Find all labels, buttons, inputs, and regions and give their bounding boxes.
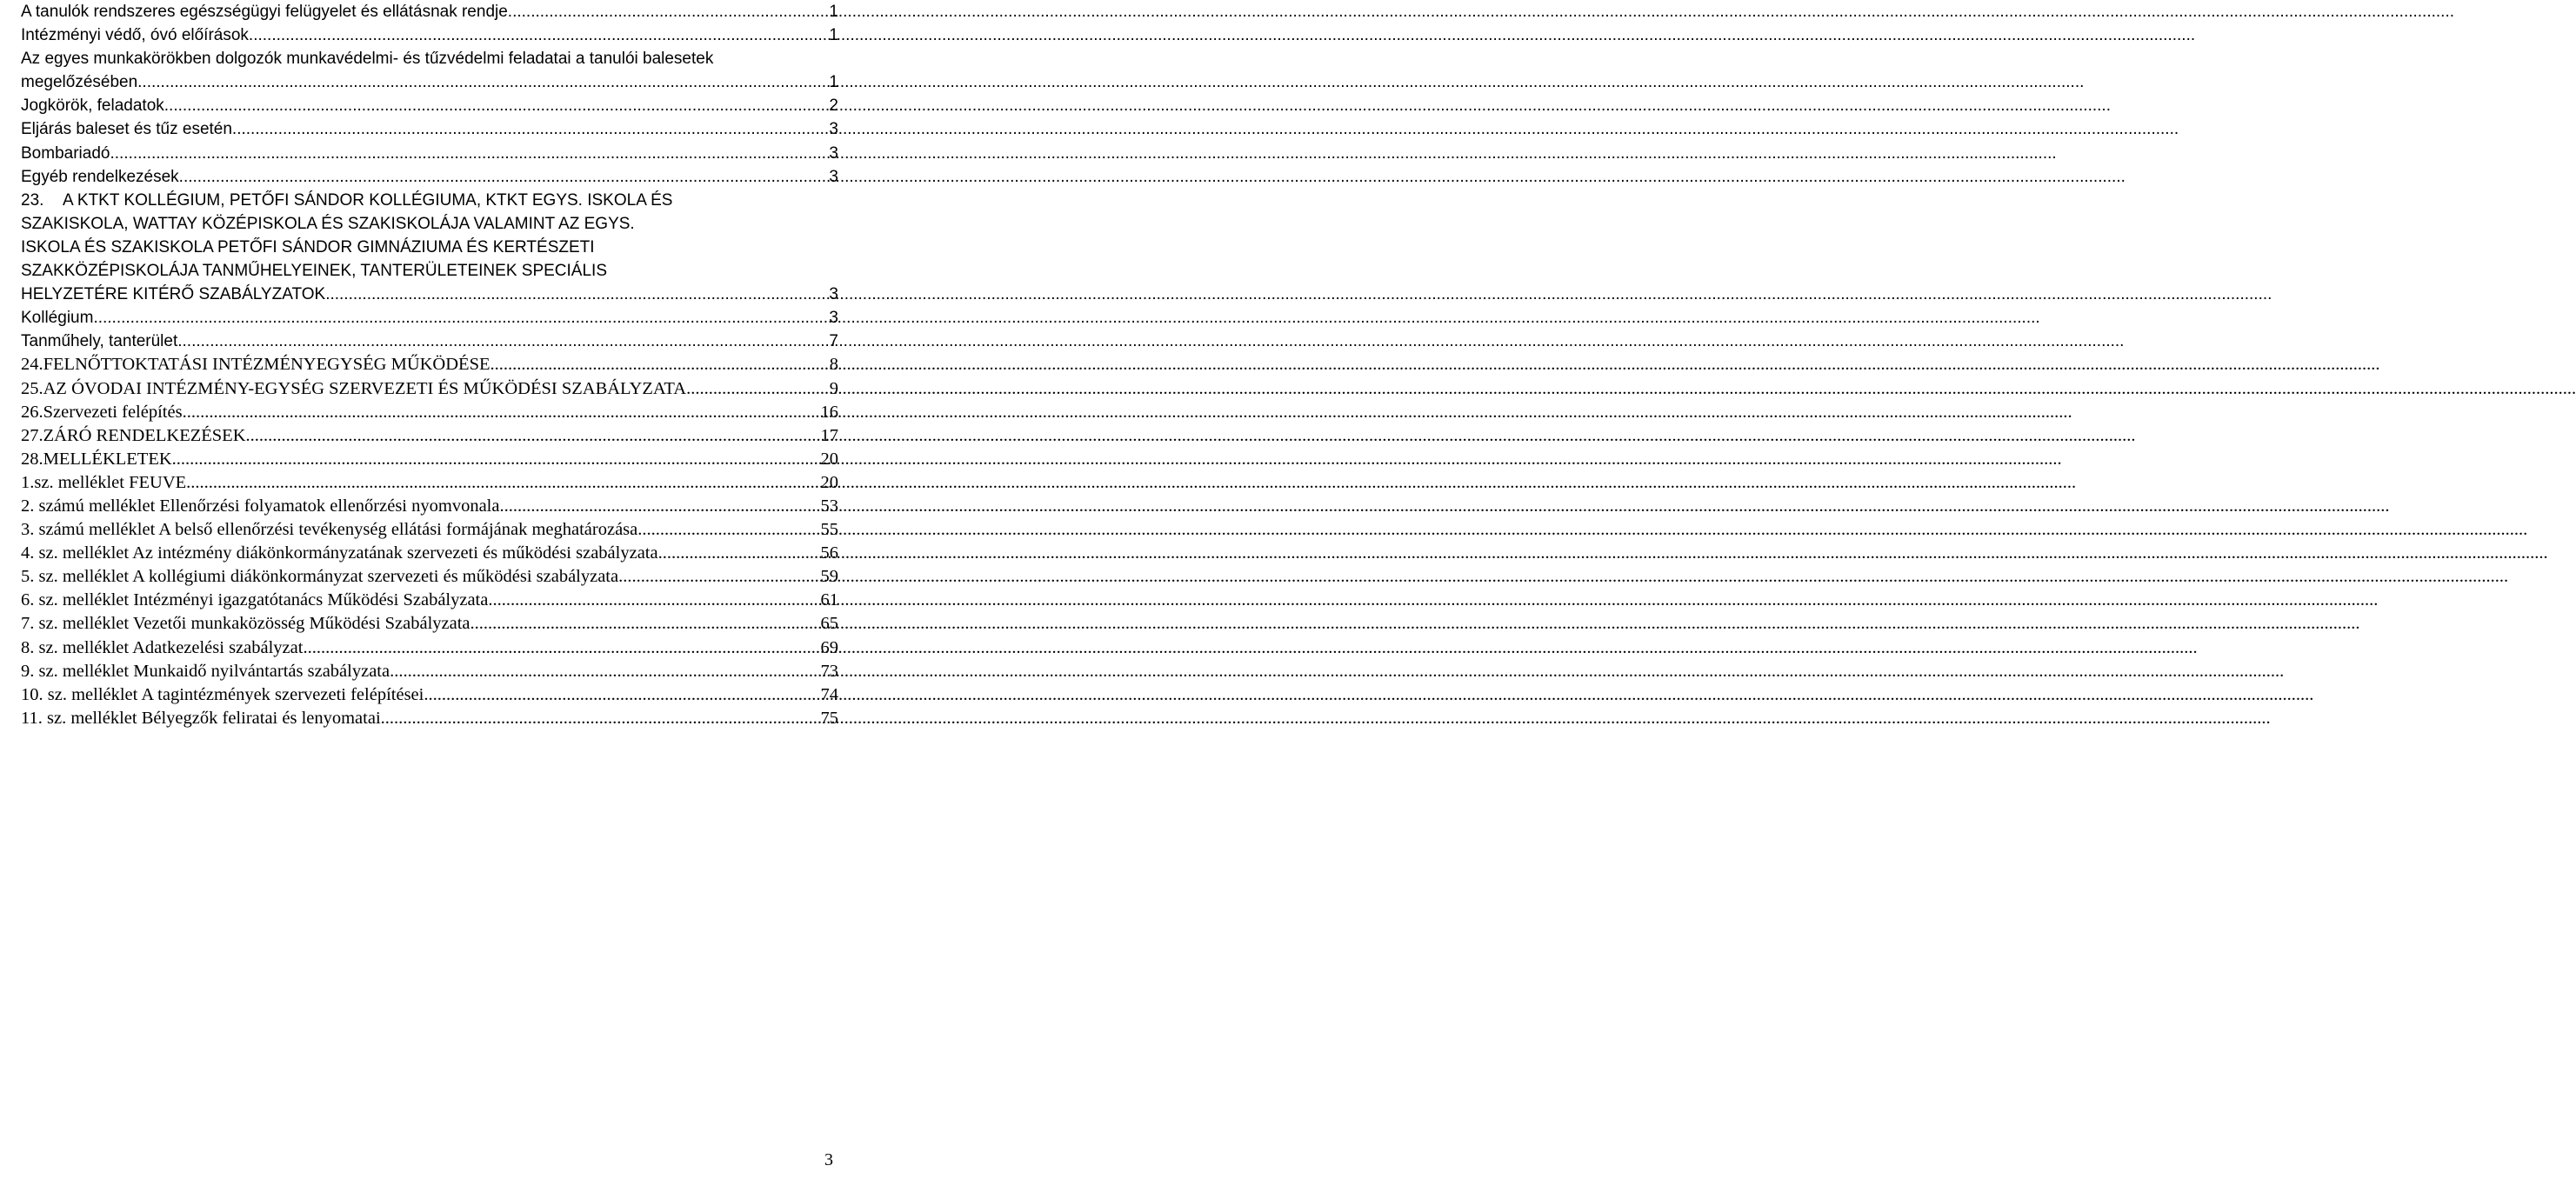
toc-entry-line: [21, 589, 838, 612]
toc-entry-title: Szervezeti felépítés: [43, 402, 183, 422]
dot-leader: [232, 117, 827, 141]
toc-entry-page: 3: [829, 285, 838, 304]
toc-entry-number: 28.: [21, 449, 43, 469]
toc-entry-title: Intézményi védő, óvó előírások: [21, 26, 249, 45]
toc-entry-title: SZAKKÖZÉPISKOLÁJA TANMŰHELYEINEK, TANTERÜLETEINEK SPECIÁLIS: [21, 262, 607, 281]
toc-entry-title: 11. sz. melléklet Bélyegzők feliratai és lenyomatai: [21, 708, 381, 728]
toc-entry-line: [21, 23, 838, 47]
toc-entry-number: 26.: [21, 402, 43, 422]
toc-entry[interactable]: [21, 330, 838, 353]
document-page: [0, 0, 838, 1179]
toc-entry-page: 1: [829, 26, 838, 45]
toc-entry[interactable]: [21, 565, 838, 589]
toc-entry-title: AZ ÓVODAI INTÉZMÉNY-EGYSÉG SZERVEZETI ÉS MŰKÖDÉSI SZABÁLYZATA: [43, 378, 687, 398]
toc-entry[interactable]: [21, 23, 838, 47]
toc-entry-title: Jogkörök, feladatok: [21, 97, 164, 116]
dot-leader: [164, 94, 827, 117]
toc-entry-title: A KTKT KOLLÉGIUM, PETŐFI SÁNDOR KOLLÉGIUMA, KTKT EGYS. ISKOLA ÉS: [63, 190, 673, 210]
toc-entry-page: 3: [829, 309, 838, 328]
toc-entry-line: [21, 165, 838, 189]
toc-entry-line: [21, 212, 838, 236]
dot-leader: [183, 401, 818, 424]
toc-entry-page: 69: [820, 637, 838, 657]
toc-entry-title: 7. sz. melléklet Vezetői munkaközösség Működési Szabályzata: [21, 614, 470, 634]
toc-entry-line: [21, 401, 838, 424]
toc-entry-line: [21, 660, 838, 683]
dot-leader: [186, 471, 818, 495]
toc-entry[interactable]: [21, 612, 838, 636]
toc-entry-page: 2: [829, 97, 838, 116]
toc-entry-page: 9: [829, 378, 838, 398]
toc-entry-page: 74: [820, 684, 838, 704]
toc-entry-line: [21, 448, 838, 471]
toc-entry[interactable]: [21, 542, 838, 565]
toc-entry-title: A tanulók rendszeres egészségügyi felügyelet és ellátásnak rendje: [21, 3, 508, 21]
dot-leader: [381, 707, 818, 730]
toc-entry-page: 55: [820, 520, 838, 540]
toc-entry[interactable]: [21, 518, 838, 542]
toc-entry[interactable]: [21, 448, 838, 471]
dot-leader: [110, 142, 826, 165]
toc-entry-title: FELNŐTTOKTATÁSI INTÉZMÉNYEGYSÉG MŰKÖDÉSE: [43, 355, 491, 375]
toc-entry-line: [21, 542, 838, 565]
toc-entry-title: 6. sz. melléklet Intézményi igazgatótanács Működési Szabályzata: [21, 590, 489, 610]
toc-entry-number: 24.: [21, 355, 43, 375]
toc-entry-title: Tanműhely, tanterület: [21, 332, 178, 351]
toc-entry-title: 3. számú melléklet A belső ellenőrzési tevékenység ellátási formájának meghatározása: [21, 520, 638, 540]
toc-entry-line: [21, 117, 838, 141]
toc-entry-page: 3: [829, 143, 838, 163]
dot-leader: [325, 283, 826, 306]
toc-entry[interactable]: [21, 306, 838, 330]
toc-entry-page: 73: [820, 661, 838, 681]
toc-entry-title: 2. számú melléklet Ellenőrzési folyamatok ellenőrzési nyomvonala: [21, 496, 500, 516]
toc-entry-title: 9. sz. melléklet Munkaidő nyilvántartás szabályzata.: [21, 661, 395, 681]
toc-entry-line: [21, 353, 838, 376]
toc-entry-page: 75: [820, 708, 838, 728]
dot-leader: [508, 0, 827, 23]
toc-entry-page: 20: [820, 472, 838, 492]
toc-entry-title: Egyéb rendelkezések: [21, 167, 179, 186]
toc-entry-line: [21, 306, 838, 330]
toc-entry-title: 5. sz. melléklet A kollégiumi diákönkormányzat szervezeti és működési szabályzata: [21, 567, 619, 587]
toc-entry[interactable]: [21, 495, 838, 518]
toc-entry-page: 17: [820, 425, 838, 445]
toc-entry-line: [21, 236, 838, 259]
toc-entry-title: Az egyes munkakörökben dolgozók munkavédelmi- és tűzvédelmi feladatai a tanulói balesetek: [21, 50, 714, 69]
toc-entry[interactable]: [21, 707, 838, 730]
table-of-contents: [21, 0, 838, 730]
dot-leader: [470, 612, 818, 636]
dot-leader: [249, 23, 827, 47]
toc-entry-number: 23.: [21, 190, 44, 210]
toc-entry-page: 16: [820, 402, 838, 422]
toc-entry-page: 59: [820, 567, 838, 587]
toc-entry-line: [21, 518, 838, 542]
toc-entry-title: 8. sz. melléklet Adatkezelési szabályzat.: [21, 637, 308, 657]
toc-entry-line: [21, 330, 838, 353]
toc-entry[interactable]: [21, 353, 838, 376]
toc-entry-page: 20: [820, 449, 838, 469]
dot-leader: [137, 70, 826, 94]
dot-leader: [618, 565, 818, 589]
toc-entry-line: [21, 47, 838, 70]
toc-entry-line: [21, 189, 838, 212]
page-number: 3: [824, 1150, 833, 1169]
toc-entry[interactable]: [21, 424, 838, 448]
toc-entry-title: ISKOLA ÉS SZAKISKOLA PETŐFI SÁNDOR GIMNÁZIUMA ÉS KERTÉSZETI: [21, 237, 595, 256]
toc-entry[interactable]: [21, 471, 838, 495]
toc-entry-line: [21, 707, 838, 730]
toc-entry-title: 4. sz. melléklet Az intézmény diákönkormányzatának szervezeti és működési szabályzata: [21, 543, 658, 563]
toc-entry-page: 56: [820, 543, 838, 563]
toc-entry-title: SZAKISKOLA, WATTAY KÖZÉPISKOLA ÉS SZAKISKOLÁJA VALAMINT AZ EGYS.: [21, 214, 635, 233]
dot-leader: [93, 306, 826, 330]
toc-entry[interactable]: [21, 683, 838, 707]
toc-entry-page: 8: [829, 355, 838, 375]
toc-entry-line: [21, 283, 838, 306]
dot-leader: [424, 683, 818, 707]
toc-entry[interactable]: [21, 401, 838, 424]
toc-entry-title: megelőzésében: [21, 73, 138, 92]
toc-entry-page: 53: [820, 496, 838, 516]
toc-entry-line: [21, 565, 838, 589]
toc-entry-page: 1: [829, 3, 838, 21]
toc-entry[interactable]: [21, 636, 838, 660]
toc-entry-line: [21, 94, 838, 117]
dot-leader: [394, 660, 818, 683]
toc-entry-title: 1.sz. melléklet FEUVE: [21, 472, 187, 492]
toc-entry-title: Bombariadó: [21, 143, 110, 163]
toc-entry-number: 27.: [21, 425, 43, 445]
toc-entry[interactable]: [21, 142, 838, 165]
toc-entry[interactable]: [21, 0, 838, 23]
toc-entry-line: [21, 70, 838, 94]
toc-entry-number: 25.: [21, 378, 43, 398]
toc-entry-page: 3: [829, 167, 838, 186]
toc-entry-line: [21, 424, 838, 448]
dot-leader: [177, 330, 826, 353]
toc-entry-title: 10. sz. melléklet A tagintézmények szervezeti felépítései: [21, 684, 424, 704]
toc-entry-line: [21, 471, 838, 495]
dot-leader: [686, 377, 827, 401]
toc-entry[interactable]: [21, 189, 838, 306]
toc-entry-line: [21, 495, 838, 518]
toc-entry-line: [21, 259, 838, 283]
dot-leader: [308, 636, 818, 660]
toc-entry-line: [21, 142, 838, 165]
toc-entry-line: [21, 0, 838, 23]
toc-entry[interactable]: [21, 660, 838, 683]
dot-leader: [658, 542, 818, 565]
toc-entry-page: 61: [820, 590, 838, 610]
dot-leader: [246, 424, 818, 448]
toc-entry-title: Kollégium: [21, 309, 94, 328]
toc-entry-page: 3: [829, 120, 838, 139]
dot-leader: [499, 495, 818, 518]
dot-leader: [179, 165, 827, 189]
toc-entry[interactable]: [21, 94, 838, 117]
toc-entry-page: 7: [829, 332, 838, 351]
toc-entry-line: [21, 683, 838, 707]
toc-entry-title: ZÁRÓ RENDELKEZÉSEK: [43, 425, 246, 445]
toc-entry-title: HELYZETÉRE KITÉRŐ SZABÁLYZATOK: [21, 285, 326, 304]
dot-leader: [488, 589, 818, 612]
toc-entry-page: 65: [820, 614, 838, 634]
toc-entry-page: 1: [829, 73, 838, 92]
toc-entry-line: [21, 612, 838, 636]
toc-entry[interactable]: [21, 377, 838, 401]
toc-entry-title: MELLÉKLETEK: [43, 449, 172, 469]
dot-leader: [172, 448, 818, 471]
toc-entry[interactable]: [21, 117, 838, 141]
toc-entry-title: Eljárás baleset és tűz esetén: [21, 120, 232, 139]
dot-leader: [491, 353, 827, 376]
toc-entry[interactable]: [21, 47, 838, 94]
dot-leader: [637, 518, 818, 542]
toc-entry-line: [21, 377, 838, 401]
toc-entry[interactable]: [21, 589, 838, 612]
toc-entry[interactable]: [21, 165, 838, 189]
toc-entry-line: [21, 636, 838, 660]
